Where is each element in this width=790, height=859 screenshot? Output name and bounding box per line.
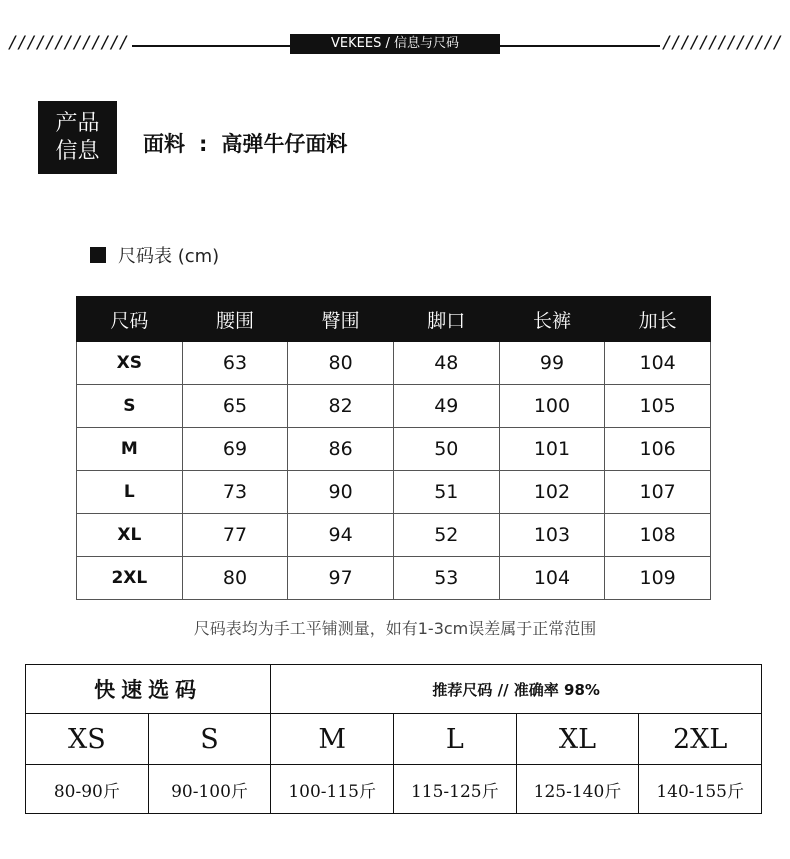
size-cell: XS [77,342,183,385]
fabric-info [143,128,347,158]
product-info-label-line1: 产品 [55,110,100,136]
table-cell: 49 [393,385,499,428]
measurement-note: 尺码表均为手工平铺测量，如有1-3cm误差属于正常范围 [193,619,597,638]
table-row [77,471,711,514]
table-row [77,557,711,600]
size-table-header-row [77,297,711,342]
fabric-separator: : [199,132,208,156]
header-title: VEKEES / 信息与尺码 [290,34,500,54]
table-cell: 53 [393,557,499,600]
table-cell: 80 [288,342,394,385]
size-cell: S [77,385,183,428]
table-cell: 100 [499,385,605,428]
table-cell: 99 [499,342,605,385]
table-row [77,385,711,428]
table-cell: 105 [605,385,711,428]
quick-select-table [25,664,762,814]
table-cell: 86 [288,428,394,471]
table-cell: 90 [288,471,394,514]
table-cell: 80 [182,557,288,600]
quick-weight-cell: 115-125斤 [393,765,516,814]
size-cell: 2XL [77,557,183,600]
table-cell: 65 [182,385,288,428]
col-header-size: 尺码 [77,297,183,342]
quick-weight-cell: 90-100斤 [148,765,271,814]
table-cell: 69 [182,428,288,471]
table-cell: 102 [499,471,605,514]
table-cell: 50 [393,428,499,471]
col-header-long: 长裤 [499,297,605,342]
size-cell: M [77,428,183,471]
header-banner [0,0,790,60]
square-bullet-icon [90,247,106,263]
table-cell: 103 [499,514,605,557]
table-cell: 51 [393,471,499,514]
table-cell: 77 [182,514,288,557]
quick-size-cell: M [271,714,394,765]
quick-select-size-row [26,714,762,765]
table-row [77,342,711,385]
col-header-hip: 臀围 [288,297,394,342]
quick-select-header-row [26,665,762,714]
table-row [77,428,711,471]
col-header-waist: 腰围 [182,297,288,342]
size-chart-title: 尺码表 (cm) [118,246,220,267]
quick-weight-cell: 100-115斤 [271,765,394,814]
table-cell: 106 [605,428,711,471]
header-slashes-right: ///////////// [661,33,782,53]
table-cell: 94 [288,514,394,557]
recommend-accuracy: 推荐尺码 // 准确率 98% [271,665,762,714]
product-info-label-line2: 信息 [55,138,100,164]
quick-size-cell: S [148,714,271,765]
col-header-hem: 脚口 [393,297,499,342]
fabric-value: 高弹牛仔面料 [221,132,348,156]
quick-size-cell: XS [26,714,149,765]
table-cell: 104 [499,557,605,600]
table-cell: 73 [182,471,288,514]
quick-weight-cell: 140-155斤 [639,765,762,814]
table-cell: 104 [605,342,711,385]
quick-weight-cell: 125-140斤 [516,765,639,814]
col-header-extra-long: 加长 [605,297,711,342]
quick-select-title: 快速选码 [26,665,271,714]
size-chart-heading [90,242,219,268]
quick-size-cell: L [393,714,516,765]
table-cell: 107 [605,471,711,514]
table-cell: 109 [605,557,711,600]
fabric-label: 面料 [143,132,185,156]
size-cell: L [77,471,183,514]
table-cell: 82 [288,385,394,428]
quick-size-cell: 2XL [639,714,762,765]
header-line-right [500,45,660,47]
size-cell: XL [77,514,183,557]
table-cell: 108 [605,514,711,557]
table-cell: 63 [182,342,288,385]
header-line-left [132,45,290,47]
size-table [76,296,711,600]
quick-select-weight-row [26,765,762,814]
table-cell: 101 [499,428,605,471]
table-cell: 52 [393,514,499,557]
product-info-label [38,101,117,174]
header-slashes-left: ///////////// [8,33,129,53]
quick-size-cell: XL [516,714,639,765]
table-cell: 48 [393,342,499,385]
table-row [77,514,711,557]
table-cell: 97 [288,557,394,600]
quick-weight-cell: 80-90斤 [26,765,149,814]
